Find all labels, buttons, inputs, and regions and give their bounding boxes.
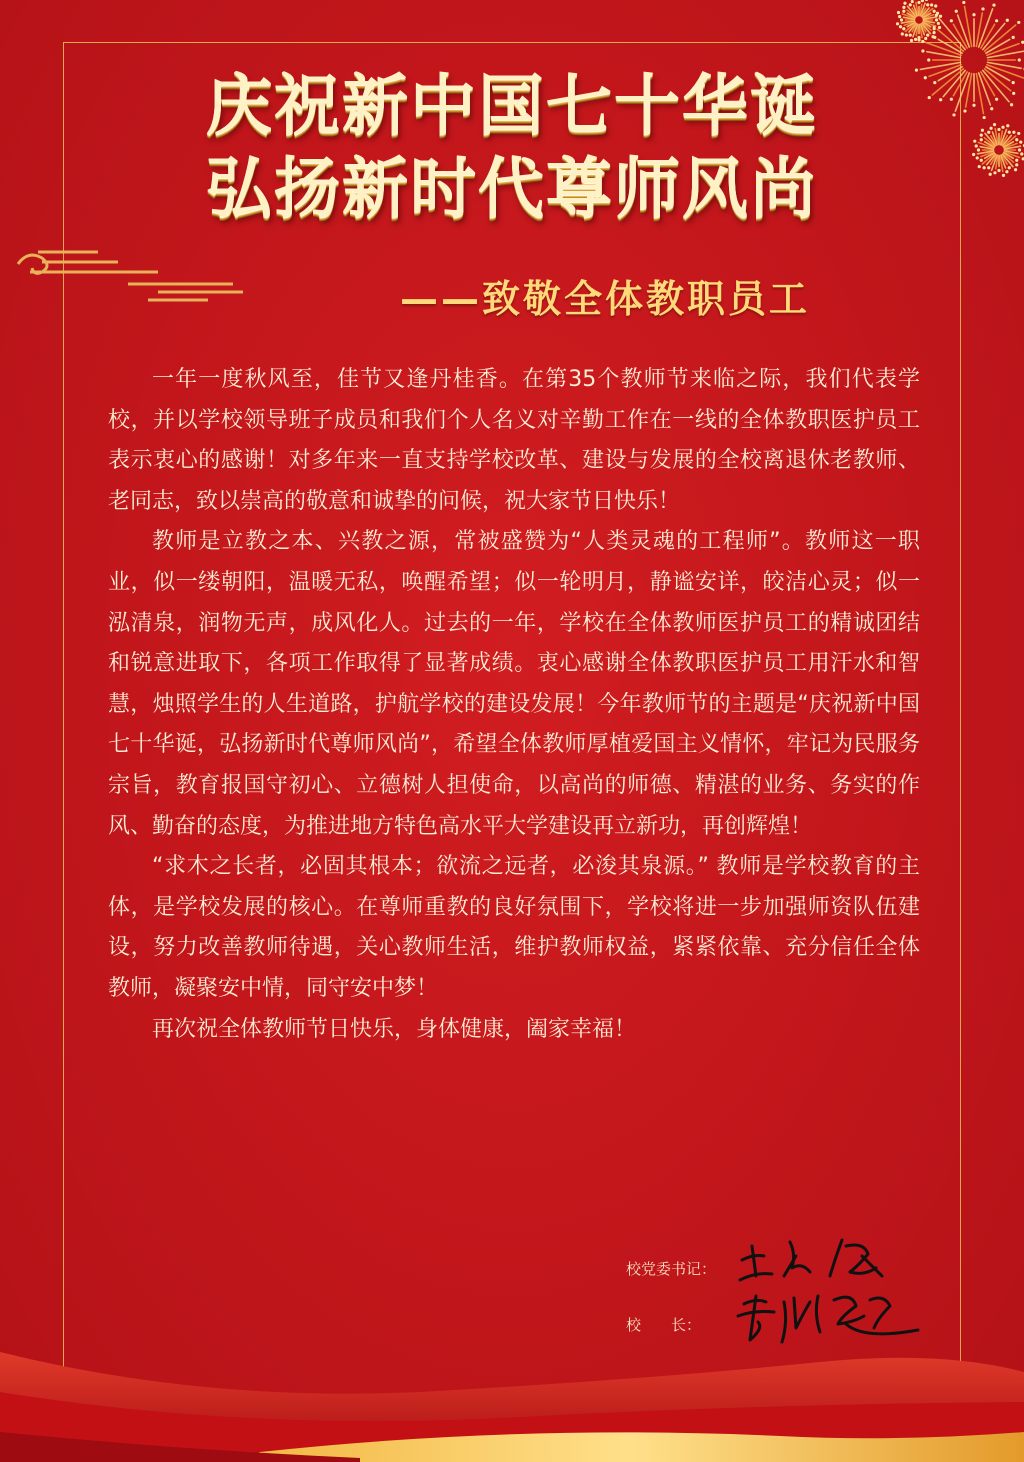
letter-body <box>108 360 920 1050</box>
paragraph: 再次祝全体教师节日快乐，身体健康，阖家幸福！ <box>152 1016 637 1042</box>
secretary-label: 校党委书记： <box>626 1260 717 1278</box>
paragraph: 教师是立教之本、兴教之源，常被盛赞为“人类灵魂的工程师”。教师这一职业，似一缕朝阳，温暖无私，唤醒希望；似一轮明月，静谧安详，皎洁心灵；似一泓清泉，润物无声，成风化人。过去的一年，学校在全体教师医护员工的精诚团结和锐意进取下，各项工作取得了显著成绩。衷心感谢全体教职医护员工用汗水和智慧，烛照学生的人生道路，护航学校的建设发展！今年教师节的主题是“庆祝新中国七十华诞，弘扬新时代尊师风尚”，希望全体教师厚植爱国主义情怀，牢记为民服务宗旨，教育报国守初心、立德树人担使命，以高尚的师德、精湛的业务、务实的作风、勤奋的态度，为推进地方特色高水平大学建设再立新功，再创辉煌！ <box>108 529 920 839</box>
title-line-1: 庆祝新中国七十华诞 <box>206 67 818 144</box>
paragraph: “求木之长者，必固其根本；欲流之远者，必浚其泉源。” 教师是学校教育的主体，是学校发展的核心。在尊师重教的良好氛围下，学校将进一步加强师资队伍建设，努力改善教师待遇，关心教师生活，维护教师权益，紧紧依靠、充分信任全体教师，凝聚安中情，同守安中梦！ <box>108 854 920 1001</box>
title-line-2: 弘扬新时代尊师风尚 <box>206 150 818 227</box>
paragraph: 一年一度秋风至，佳节又逢丹桂香。在第35个教师节来临之际，我们代表学校，并以学校领导班子成员和我们个人名义对辛勤工作在一线的全体教职医护员工表示衷心的感谢！对多年来一直支持学校改革、建设与发展的全校离退休老教师、老同志，致以崇高的敬意和诚挚的问候，祝大家节日快乐！ <box>108 367 920 514</box>
wave-decoration <box>0 1332 1024 1462</box>
subtitle: ——致敬全体教职员工 <box>400 277 811 321</box>
cloud-decoration <box>8 236 248 306</box>
principal-label: 校 长： <box>626 1316 702 1334</box>
